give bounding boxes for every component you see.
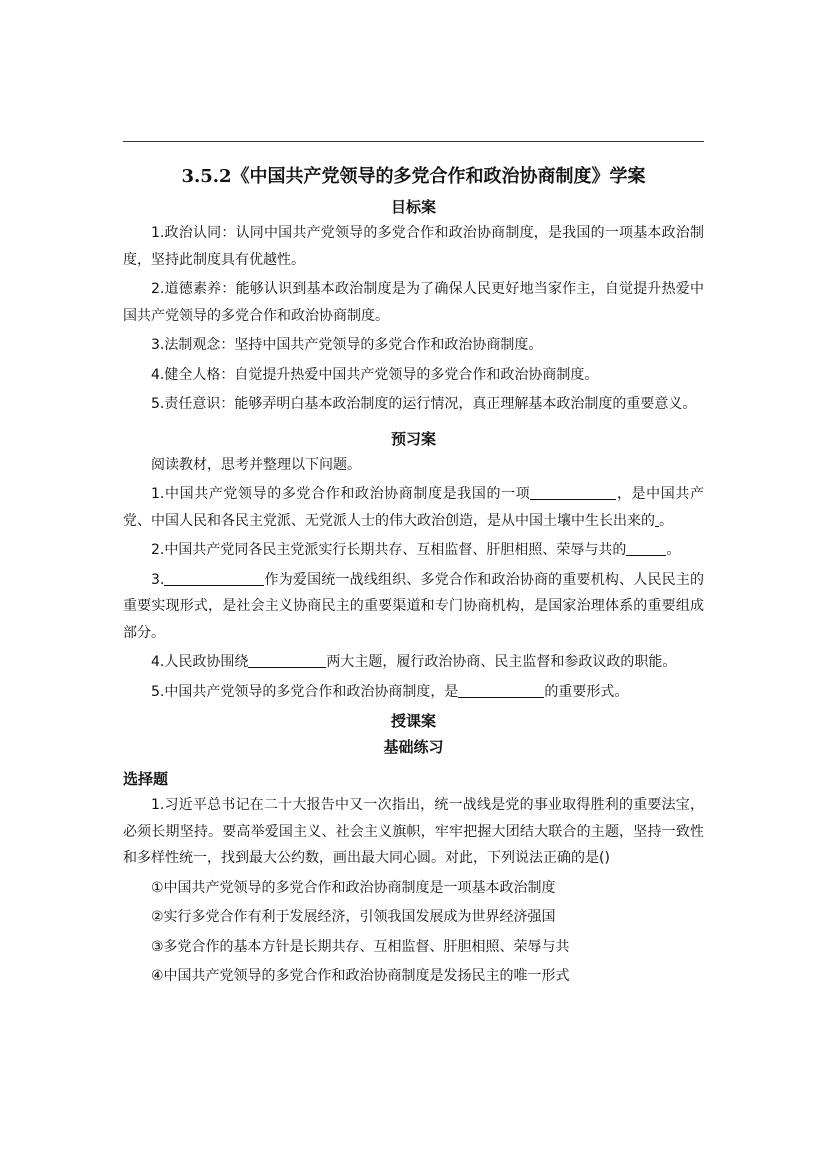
question-number: 3. [151, 571, 165, 588]
goal-item: 3.法制观念：坚持中国共产党领导的多党合作和政治协商制度。 [151, 337, 543, 353]
header-rule [123, 141, 704, 142]
answer-option: ④中国共产党领导的多党合作和政治协商制度是发扬民主的唯一形式 [151, 968, 570, 984]
goals-heading: 目标案 [390, 198, 436, 216]
answer-blank[interactable] [458, 681, 544, 698]
practice-question-1: 1.习近平总书记在二十大报告中又一次指出，统一战线是党的事业取得胜利的重要法宝，必须长期坚持。要高举爱国主义、社会主义旗帜，牢牢把握大团结大联合的主题，坚持一致性和多样性统一，找到最大公约数，画出最大同心圆。对此，下列说法正确的是() [123, 797, 704, 866]
document-title: 3.5.2《中国共产党领导的多党合作和政治协商制度》学案 [181, 166, 646, 187]
question-end: 。 [659, 512, 673, 529]
answer-option: ①中国共产党领导的多党合作和政治协商制度是一项基本政治制度 [151, 879, 556, 896]
preview-question-1 [123, 481, 704, 534]
preview-intro: 阅读教材，思考并整理以下问题。 [151, 456, 361, 473]
question-type-label: 选择题 [123, 770, 169, 788]
answer-blank[interactable] [248, 651, 326, 668]
question-text: 作为爱国统一战线组织、多党合作和政治协商的重要机构、人民民主的重要实现形式，是社会主义协商民主的重要渠道和专门协商机构，是国家治理体系的重要组成部分。 [123, 571, 704, 641]
document-body [123, 160, 704, 993]
preview-question-3 [123, 567, 704, 647]
goal-item [123, 391, 704, 418]
lesson-heading: 授课案 [390, 712, 436, 730]
question-text: 两大主题，履行政治协商、民主监督和参政议政的职能。 [326, 654, 677, 670]
question-text: 的重要形式。 [544, 683, 629, 700]
question-end: 。 [666, 542, 681, 558]
goal-item: 2.道德素养：能够认识到基本政治制度是为了确保人民更好地当家作主，自觉提升热爱中国共产党领导的多党合作和政治协商制度。 [123, 281, 704, 324]
basic-practice-heading: 基础练习 [383, 738, 444, 756]
answer-blank[interactable] [530, 483, 616, 500]
preview-question-2 [123, 537, 704, 564]
question-text: ，是中国共产党、中国人民和各民主党派、无党派人士的伟大政治创造，是从中国土壤中生长出来的 [123, 486, 705, 529]
question-text: 2.中国共产党同各民主党派实行长期共存、互相监督、肝胆相照、荣辱与共的 [151, 542, 627, 558]
goal-item-text: 5.责任意识：能够弄明白基本政治制度的运行情况，真正理解基本政治制度的重要意义。 [151, 396, 697, 412]
goal-item: 1.政治认同：认同中国共产党领导的多党合作和政治协商制度，是我国的一项基本政治制度，坚持此制度具有优越性。 [123, 225, 704, 268]
question-text: 1.中国共产党领导的多党合作和政治协商制度是我国的一项 [151, 486, 531, 502]
question-text: 5.中国共产党领导的多党合作和政治协商制度，是 [151, 683, 459, 700]
preview-question-4 [123, 649, 704, 676]
answer-blank[interactable] [164, 569, 264, 586]
preview-heading: 预习案 [390, 429, 436, 448]
goal-item: 4.健全人格：自觉提升热爱中国共产党领导的多党合作和政治协商制度。 [151, 366, 599, 383]
question-text: 4.人民政协围绕 [151, 654, 249, 670]
preview-question-5 [123, 679, 704, 706]
answer-blank[interactable] [626, 539, 666, 556]
answer-option: ②实行多党合作有利于发展经济，引领我国发展成为世界经济强国 [151, 909, 556, 925]
answer-option: ③多党合作的基本方针是长期共存、互相监督、肝胆相照、荣辱与共 [151, 938, 570, 955]
